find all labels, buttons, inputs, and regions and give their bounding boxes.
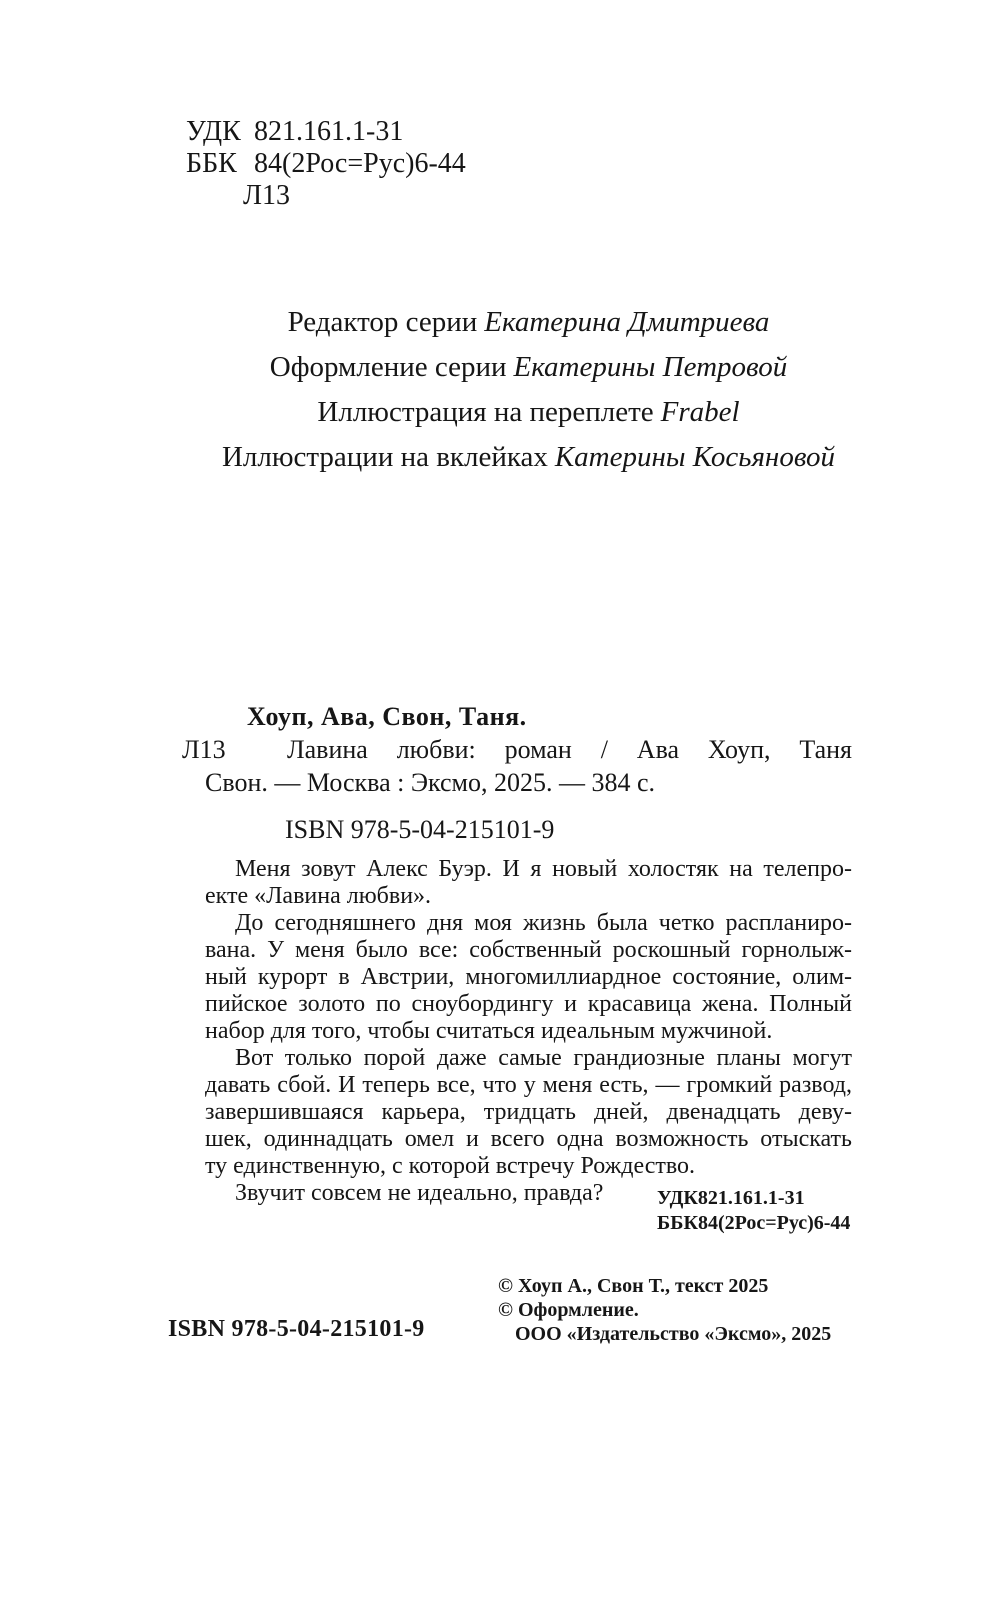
udk-footer: УДК821.161.1-31	[657, 1187, 805, 1209]
annotation-line: пийское золото по сноубордингу и красавица жена. Полный	[205, 991, 852, 1017]
credit-person-name: Екатерины Петровой	[513, 351, 788, 383]
bbk-line	[186, 148, 466, 180]
annotation-line: набор для того, чтобы считаться идеальным мужчиной.	[205, 1018, 773, 1044]
catalog-title-row	[182, 733, 852, 766]
copyright-line: © Хоуп А., Свон Т., текст 2025	[498, 1275, 769, 1297]
bbk-value: 84(2Рос=Рус)6-44	[254, 148, 466, 179]
annotation-block	[205, 856, 852, 1207]
annotation-line: Вот только порой даже самые грандиозные планы могут	[235, 1045, 852, 1071]
credit-person-name: Катерины Косьяновой	[554, 441, 836, 473]
catalog-author-sign: Л13	[182, 735, 226, 764]
copyright-block	[498, 1274, 831, 1346]
copyright-line: ООО «Издательство «Эксмо», 2025	[515, 1323, 832, 1345]
credit-role: Оформление серии	[269, 351, 507, 383]
credit-line	[205, 435, 852, 480]
series-credits-block	[205, 300, 852, 480]
annotation-line: вана. У меня было все: собственный роскошный горнолыж-	[205, 937, 852, 963]
credit-role: Редактор серии	[287, 306, 478, 338]
catalog-and-annotation	[182, 700, 852, 1207]
annotation-line: ный курорт в Австрии, многомиллиардное состояние, олим-	[205, 964, 852, 990]
annotation-line: До сегодняшнего дня моя жизнь была четко распланиро-	[235, 910, 852, 936]
classification-top-block	[186, 116, 466, 212]
annotation-line: ту единственную, с которой встречу Рождество.	[205, 1153, 696, 1179]
annotation-line: Звучит совсем не идеально, правда?	[235, 1180, 604, 1206]
isbn-footer: ISBN 978-5-04-215101-9	[168, 1316, 425, 1342]
credit-role: Иллюстрации на вклейках	[221, 441, 548, 473]
catalog-isbn: ISBN 978-5-04-215101-9	[285, 815, 555, 844]
catalog-title-line: Лавина любви: роман / Ава Хоуп, Таня	[287, 735, 852, 764]
udk-value: 821.161.1-31	[254, 116, 404, 147]
credit-line	[205, 345, 852, 390]
annotation-line: шек, одиннадцать омел и всего одна возможность отыскать	[205, 1126, 852, 1152]
udk-line	[186, 116, 466, 148]
author-sign-top: Л13	[243, 180, 290, 211]
annotation-line: завершившаяся карьера, тридцать дней, двенадцать деву-	[205, 1099, 852, 1125]
credit-role: Иллюстрация на переплете	[317, 396, 654, 428]
annotation-line: давать сбой. И теперь все, что у меня есть, — громкий развод,	[205, 1072, 852, 1098]
catalog-authors-heading: Хоуп, Ава, Свон, Таня.	[247, 702, 527, 731]
credit-person-name: Екатерина Дмитриева	[484, 306, 770, 338]
annotation-line: Меня зовут Алекс Буэр. И я новый холостяк на телепро-	[235, 856, 852, 882]
catalog-imprint-line: Свон. — Москва : Эксмо, 2025. — 384 с.	[205, 768, 656, 797]
credit-line	[205, 300, 852, 345]
credit-line	[205, 390, 852, 435]
bbk-footer: ББК84(2Рос=Рус)6-44	[657, 1212, 851, 1234]
copyright-line: © Оформление.	[498, 1299, 639, 1321]
classification-footer-block	[657, 1186, 850, 1236]
udk-label: УДК	[186, 116, 241, 147]
bbk-label: ББК	[186, 148, 237, 179]
credit-person-name: Frabel	[660, 396, 740, 428]
annotation-line: екте «Лавина любви».	[205, 883, 432, 909]
